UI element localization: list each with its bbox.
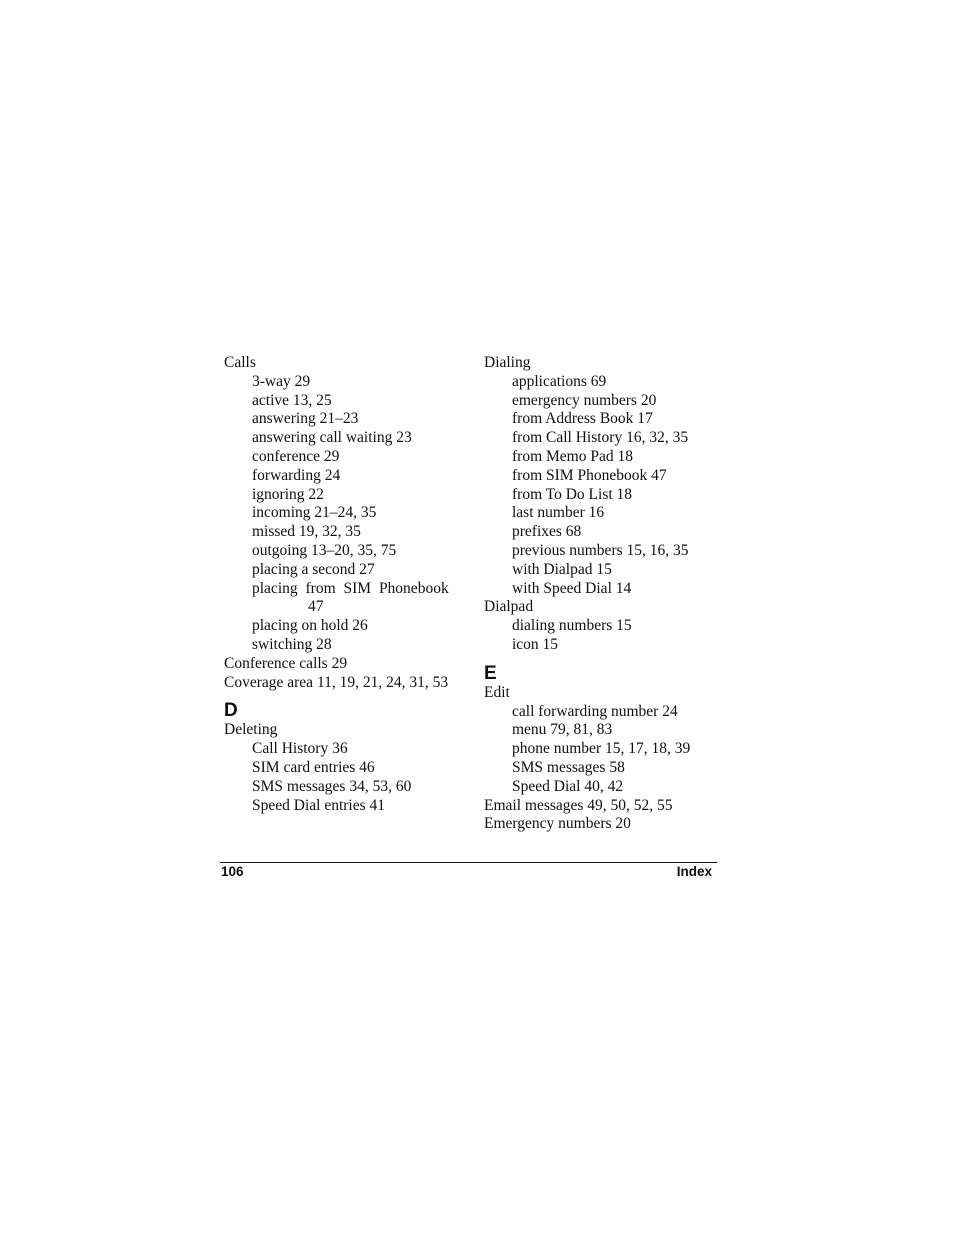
index-letter-e: E: [484, 662, 497, 684]
index-entry-dialing: Dialing: [484, 354, 531, 371]
page-number: 106: [221, 864, 244, 879]
index-subentry: SMS messages 34, 53, 60: [252, 777, 412, 795]
index-entry-calls: Calls: [224, 354, 256, 371]
index-subentry: prefixes 68: [512, 523, 582, 541]
index-subentry-sim-phonebook-page: 47: [308, 598, 324, 616]
index-subentry: from SIM Phonebook 47: [512, 466, 667, 484]
index-subentry: placing on hold 26: [252, 617, 368, 635]
index-subentry: phone number 15, 17, 18, 39: [512, 740, 691, 758]
index-subentry: with Dialpad 15: [512, 560, 612, 578]
index-subentry: last number 16: [512, 504, 605, 522]
index-entry-coverage-area: Coverage area 11, 19, 21, 24, 31, 53: [224, 673, 449, 691]
index-subentry: from To Do List 18: [512, 485, 633, 503]
index-entry-deleting: Deleting: [224, 721, 278, 739]
index-subentry: emergency numbers 20: [512, 391, 657, 409]
index-subentry: from Address Book 17: [512, 410, 653, 428]
index-subentry: Speed Dial entries 41: [252, 796, 386, 814]
index-letter-d: D: [224, 700, 238, 722]
section-title: Index: [676, 864, 712, 879]
index-subentry: active 13, 25: [252, 391, 332, 409]
index-subentry: Speed Dial 40, 42: [512, 777, 624, 795]
index-subentry: answering 21–23: [252, 410, 359, 428]
index-subentry: SMS messages 58: [512, 758, 625, 776]
index-subentry: conference 29: [252, 447, 340, 465]
index-subentry: with Speed Dial 14: [512, 579, 632, 597]
index-subentry: Call History 36: [252, 740, 348, 758]
index-subentry: forwarding 24: [252, 466, 341, 484]
index-subentry: call forwarding number 24: [512, 702, 678, 720]
index-subentry: answering call waiting 23: [252, 429, 412, 447]
footer-rule: [220, 862, 717, 863]
index-subentry: dialing numbers 15: [512, 617, 632, 635]
index-subentry: missed 19, 32, 35: [252, 523, 361, 541]
index-subentry: menu 79, 81, 83: [512, 721, 613, 739]
index-entry-conference-calls: Conference calls 29: [224, 654, 348, 672]
index-subentry: from Memo Pad 18: [512, 447, 633, 465]
index-subentry: outgoing 13–20, 35, 75: [252, 541, 397, 559]
index-subentry: from Call History 16, 32, 35: [512, 429, 689, 447]
index-entry-email-messages: Email messages 49, 50, 52, 55: [484, 796, 673, 814]
index-subentry: SIM card entries 46: [252, 758, 375, 776]
index-subentry: placing a second 27: [252, 560, 375, 578]
index-entry-dialpad: Dialpad: [484, 598, 534, 616]
index-subentry: ignoring 22: [252, 485, 324, 503]
index-subentry: applications 69: [512, 372, 607, 390]
index-entry-emergency-numbers: Emergency numbers 20: [484, 815, 631, 833]
index-column-right: [484, 354, 716, 834]
index-subentry: icon 15: [512, 635, 559, 653]
index-subentry: switching 28: [252, 635, 332, 653]
index-subentry: 3-way 29: [252, 372, 311, 390]
index-subentry: incoming 21–24, 35: [252, 504, 377, 522]
index-entry-edit: Edit: [484, 683, 510, 701]
index-column-left: [224, 354, 464, 815]
index-subentry-sim-phonebook: placing from SIM Phonebook: [252, 579, 449, 597]
index-subentry: previous numbers 15, 16, 35: [512, 541, 689, 559]
